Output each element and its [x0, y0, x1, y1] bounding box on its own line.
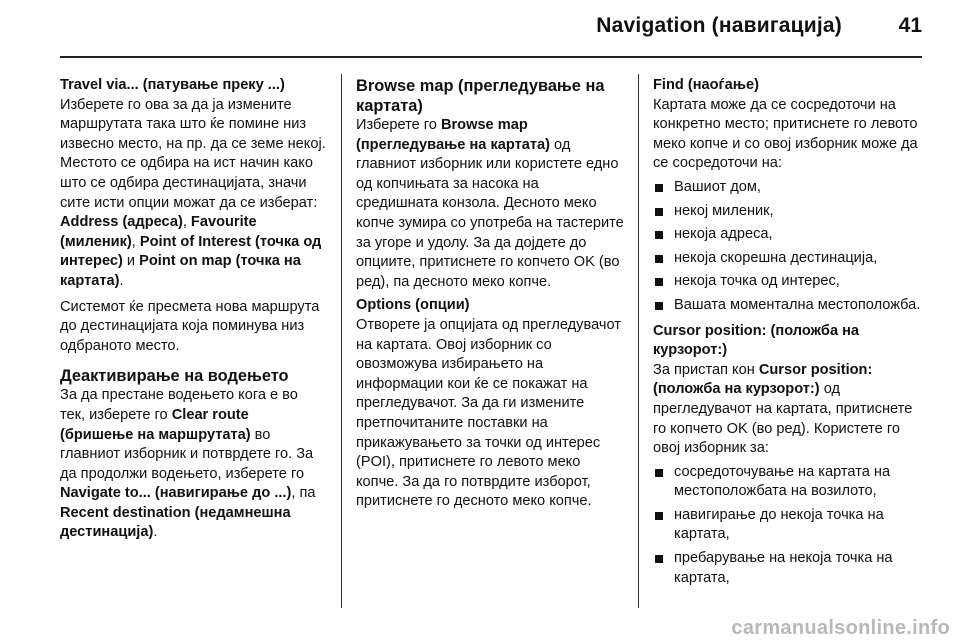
column-divider-2 — [638, 74, 639, 608]
list-item — [653, 549, 925, 588]
options-heading: Options (опции) — [356, 297, 470, 314]
list-item-text: некоја адреса, — [674, 226, 773, 243]
column-left — [60, 76, 326, 547]
list-item-text: пребарување на некоја точка на картата, — [674, 550, 893, 586]
browse-paragraph — [356, 116, 624, 292]
list-item-text: Вашиот дом, — [674, 178, 761, 195]
find-list — [653, 178, 925, 316]
bullet-icon — [655, 512, 663, 520]
cursor-position-label: Cursor position: (положба на курзорот:) — [653, 361, 873, 398]
bullet-icon — [655, 555, 663, 563]
deactivate-text-2: во главниот изборник и потврдете го. За да продолжи водењето, изберете го — [60, 426, 314, 482]
bullet-icon — [655, 469, 663, 477]
list-item-text: Вашата моментална местоположба. — [674, 296, 921, 313]
travel-via-heading: Travel via... (патување преку ...) — [60, 77, 285, 93]
list-item — [653, 178, 925, 198]
option-favourite: Favourite (миленик) — [60, 214, 257, 250]
browse-text-2: од главниот изборник или користете едно од копчињата за насока на средишната конзола. Десното меко копче зумира со употреба на тастерите за угоре и удолу. За да дојдете до опциите, притиснете го копчето OK (во ред), па десното меко копче. — [356, 136, 624, 290]
travel-via-text: Изберете го ова за да ја измените маршрутата така што ќе помине низ извесно место, на пр. да се земе некој. Местото се одбира на ист начин како што се одбира дестинацијата, значи сите исти опции можат да се изберат: — [60, 96, 326, 211]
list-item — [653, 506, 925, 545]
list-item — [653, 463, 925, 502]
column-middle — [356, 76, 624, 516]
end-dot: . — [119, 272, 124, 289]
bullet-icon — [655, 208, 663, 216]
deactivate-heading: Деактивирање на водењето — [60, 367, 289, 386]
list-item — [653, 296, 925, 316]
deactivate-text-4: . — [153, 524, 158, 541]
cursor-text-1: За пристап кон — [653, 361, 759, 378]
cursor-list — [653, 463, 925, 589]
list-item-text: сосредоточување на картата на местоположбата на возилото, — [674, 463, 891, 500]
bullet-icon — [655, 184, 663, 192]
bullet-icon — [655, 302, 663, 310]
bullet-icon — [655, 278, 663, 286]
clear-route-label: Clear route (бришење на маршрутата) — [60, 406, 251, 443]
bullet-icon — [655, 231, 663, 239]
list-item — [653, 202, 925, 222]
column-right — [653, 76, 925, 592]
option-point-on-map: Point on map (точка на картата) — [60, 253, 301, 289]
options-paragraph: Отворете ја опцијата од прегледувачот на картата. Овој изборник со овозможува избирањето на информации кои ќе се покажат на прегледувачот. За да ги измените претпочитаните поставки на прикажувањето за точки од интерес (POI), притиснете го левото меко копче. За да го потврдите изборот, притиснете го десното меко копче. — [356, 316, 621, 510]
page-title: Navigation (навигација) — [596, 14, 842, 37]
bullet-icon — [655, 255, 663, 263]
option-poi: Point of Interest (точка од интерес) — [60, 233, 322, 270]
list-item-text: некоја точка од интерес, — [674, 273, 840, 290]
list-item — [653, 272, 925, 292]
page-number: 41 — [898, 14, 922, 37]
list-item-text: навигирање до некоја точка на картата, — [674, 506, 884, 543]
list-item-text: некој миленик, — [674, 202, 774, 219]
cursor-paragraph — [653, 361, 925, 459]
sep-1: , — [182, 214, 191, 231]
list-item — [653, 249, 925, 269]
header-rule — [60, 56, 922, 58]
recent-destination-label: Recent destination (недамнешна дестинација) — [60, 504, 291, 541]
page-header — [0, 0, 960, 56]
deactivate-text-3: , па — [291, 485, 316, 502]
watermark: carmanualsonline.info — [731, 617, 950, 639]
column-divider-1 — [341, 74, 342, 608]
browse-text-1: Изберете го — [356, 117, 441, 133]
deactivate-text-1: За да престане водењето кога е во тек, изберете го — [60, 387, 298, 423]
deactivate-paragraph — [60, 386, 326, 543]
cursor-heading: Cursor position: (положба на курзорот:) — [653, 322, 860, 359]
sep-2: , — [131, 233, 140, 250]
find-heading: Find (наоѓање) — [653, 77, 759, 93]
sep-3: и — [122, 253, 140, 270]
recalc-paragraph: Системот ќе пресмета нова маршрута до дестинацијата која поминува низ одбраното место. — [60, 298, 320, 354]
browse-map-label: Browse map (прегледување на картата) — [356, 117, 550, 153]
cursor-text-2: од прегледувачот на картата, притиснете го копчето OK (во ред). Користете го овој изборник за: — [653, 381, 913, 457]
browse-heading: Browse map (прегледување на картата) — [356, 77, 605, 115]
find-paragraph: Картата може да се сосредоточи на конкретно место; притиснете го левото меко копче и со овој изборник може да се сосредоточи на: — [653, 96, 918, 172]
travel-via-paragraph — [60, 96, 326, 292]
list-item-text: некоја скорешна дестинација, — [674, 249, 878, 266]
list-item — [653, 225, 925, 245]
option-address: Address (адреса) — [60, 214, 183, 231]
navigate-to-label: Navigate to... (навигирање до ...) — [60, 485, 292, 502]
